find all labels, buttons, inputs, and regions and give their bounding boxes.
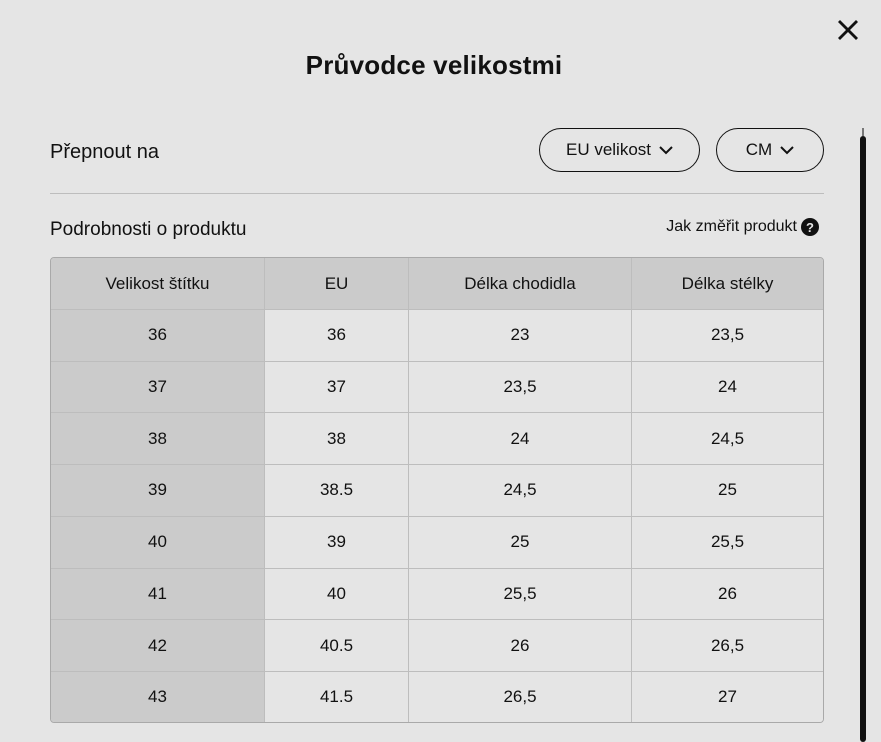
table-cell: 24 — [632, 361, 824, 413]
table-cell: 23,5 — [409, 361, 632, 413]
table-cell: 23,5 — [632, 310, 824, 362]
table-cell: 42 — [51, 620, 265, 672]
table-cell: 37 — [51, 361, 265, 413]
size-system-value: EU velikost — [565, 140, 652, 159]
table-cell: 38 — [51, 413, 265, 465]
column-header: Délka chodidla — [409, 258, 632, 310]
column-header: Velikost štítku — [51, 258, 265, 310]
table-row — [51, 310, 823, 362]
table-cell: 24,5 — [409, 465, 632, 517]
help-icon: ? — [801, 218, 819, 236]
table-cell: 25,5 — [409, 568, 632, 620]
table-cell: 36 — [51, 310, 265, 362]
table-cell: 39 — [265, 516, 409, 568]
close-button[interactable] — [834, 16, 862, 44]
table-cell: 37 — [265, 361, 409, 413]
table-cell: 24,5 — [632, 413, 824, 465]
divider — [50, 193, 824, 194]
chevron-down-icon — [659, 146, 673, 155]
size-table — [50, 257, 824, 723]
table-cell: 27 — [632, 671, 824, 722]
unit-value: CM — [745, 140, 773, 159]
table-row — [51, 620, 823, 672]
column-header: EU — [265, 258, 409, 310]
table-cell: 23 — [409, 310, 632, 362]
table-cell: 40 — [265, 568, 409, 620]
table-row — [51, 413, 823, 465]
chevron-down-icon — [780, 146, 794, 155]
column-header: Délka stélky — [632, 258, 824, 310]
table-header-row — [51, 258, 823, 310]
table-cell: 41.5 — [265, 671, 409, 722]
table-cell: 40 — [51, 516, 265, 568]
table-cell: 36 — [265, 310, 409, 362]
table-row — [51, 568, 823, 620]
table-cell: 26,5 — [409, 671, 632, 722]
table-row — [51, 671, 823, 722]
table-cell: 41 — [51, 568, 265, 620]
unit-dropdown[interactable] — [716, 128, 824, 172]
table-row — [51, 516, 823, 568]
table-row — [51, 465, 823, 517]
table-cell: 25,5 — [632, 516, 824, 568]
table-cell: 40.5 — [265, 620, 409, 672]
scrollbar[interactable] — [860, 136, 866, 742]
how-to-measure-text: Jak změřit produkt — [666, 218, 797, 235]
switch-label: Přepnout na — [50, 141, 159, 163]
table-cell: 24 — [409, 413, 632, 465]
table-cell: 26,5 — [632, 620, 824, 672]
table-cell: 38 — [265, 413, 409, 465]
table-cell: 25 — [632, 465, 824, 517]
table-cell: 26 — [632, 568, 824, 620]
table-cell: 43 — [51, 671, 265, 722]
table-cell: 38.5 — [265, 465, 409, 517]
close-icon — [837, 19, 859, 41]
table-cell: 26 — [409, 620, 632, 672]
how-to-measure-link[interactable] — [666, 218, 819, 236]
size-system-dropdown[interactable] — [539, 128, 700, 172]
table-row — [51, 361, 823, 413]
table-cell: 25 — [409, 516, 632, 568]
modal-title: Průvodce velikostmi — [305, 50, 563, 80]
table-cell: 39 — [51, 465, 265, 517]
scrollbar-cap — [862, 128, 864, 136]
product-details-label: Podrobnosti o produktu — [50, 219, 247, 240]
